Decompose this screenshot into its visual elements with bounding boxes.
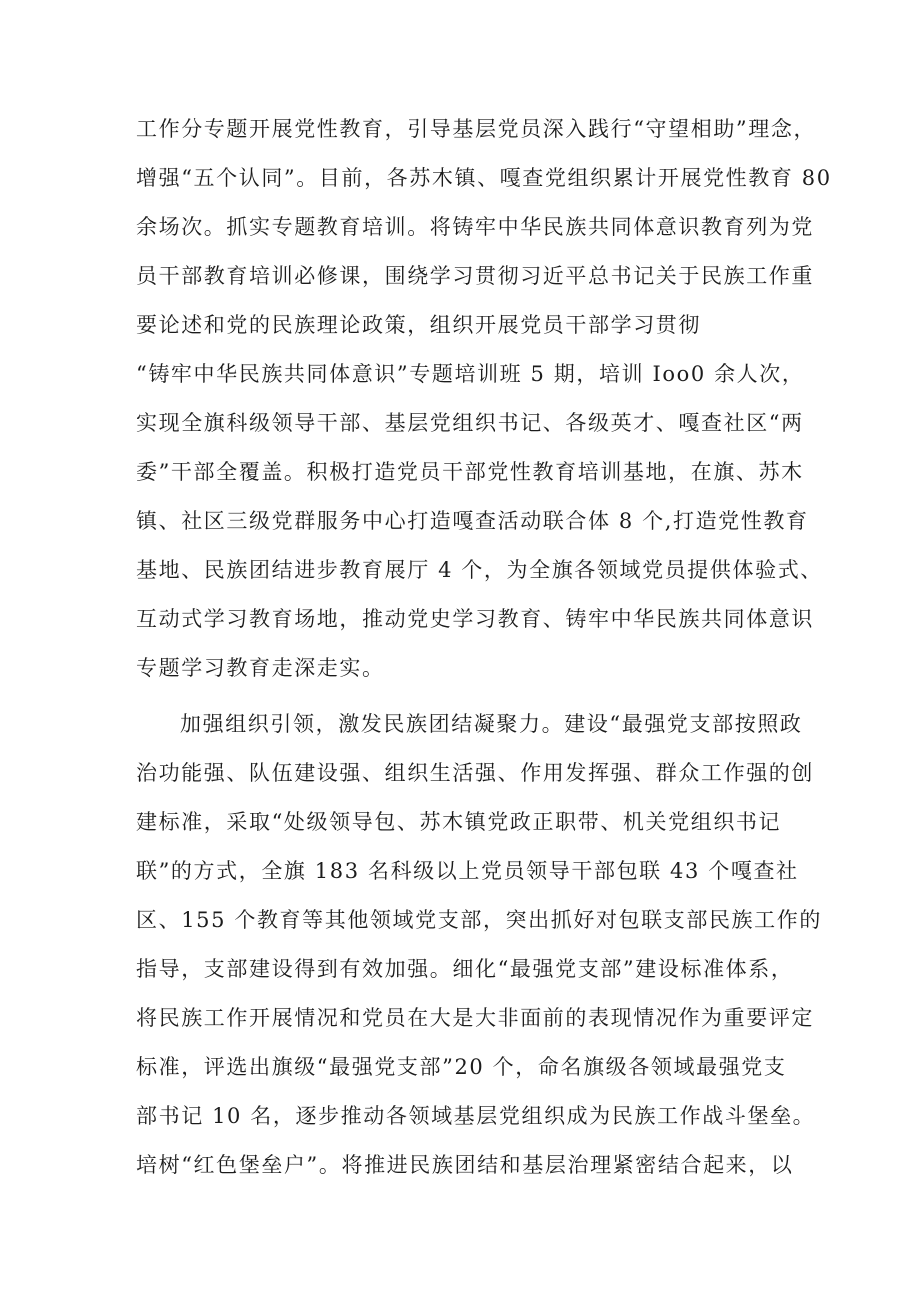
paragraph-1-line-1: 工作分专题开展党性教育，引导基层党员深入践行“守望相助”理念， [136, 117, 817, 141]
paragraph-2-line-9: 部书记 10 名，逐步推动各领域基层党组织成为民族工作战斗堡垒。 [136, 1104, 816, 1128]
paragraph-2-line-7: 将民族工作开展情况和党员在大是大非面前的表现情况作为重要评定 [136, 1006, 814, 1030]
paragraph-2-line-8: 标准，评选出旗级“最强党支部”20 个，命名旗级各领域最强党支 [136, 1055, 787, 1079]
paragraph-1-line-12: 专题学习教育走深走实。 [136, 656, 385, 680]
paragraph-1-line-6: “铸牢中华民族共同体意识”专题培训班 5 期，培训 Ioo0 余人次， [136, 362, 805, 386]
paragraph-1-line-11: 互动式学习教育场地，推动党史学习教育、铸牢中华民族共同体意识 [136, 607, 814, 631]
paragraph-2-line-1: 加强组织引领，激发民族团结凝聚力。建设“最强党支部按照政 [180, 712, 803, 736]
paragraph-2-line-4: 联”的方式，全旗 183 名科级以上党员领导干部包联 43 个嘎查社 [136, 859, 799, 883]
paragraph-2-line-3: 建标准，采取“处级领导包、苏木镇党政正职带、机关党组织书记 [136, 810, 782, 834]
paragraph-2-line-10: 培树“红色堡垒户”。将推进民族团结和基层治理紧密结合起来，以 [136, 1153, 794, 1177]
paragraph-1-line-5: 要论述和党的民族理论政策，组织开展党员干部学习贯彻 [136, 313, 701, 337]
paragraph-1-line-8: 委”干部全覆盖。积极打造党员干部党性教育培训基地，在旗、苏木 [136, 460, 804, 484]
paragraph-1-line-10: 基地、民族团结进步教育展厅 4 个，为全旗各领域党员提供体验式、 [136, 558, 823, 582]
paragraph-1-line-3: 余场次。抓实专题教育培训。将铸牢中华民族共同体意识教育列为党 [136, 215, 814, 239]
paragraph-1-line-7: 实现全旗科级领导干部、基层党组织书记、各级英才、嘎查社区“两 [136, 411, 804, 435]
paragraph-1-line-4: 员干部教育培训必修课，围绕学习贯彻习近平总书记关于民族工作重 [136, 264, 814, 288]
paragraph-2-line-6: 指导，支部建设得到有效加强。细化“最强党支部”建设标准体系， [136, 957, 794, 981]
paragraph-1-line-2: 增强“五个认同”。目前，各苏木镇、嘎查党组织累计开展党性教育 80 [136, 166, 832, 190]
paragraph-1-line-9: 镇、社区三级党群服务中心打造嘎查活动联合体 8 个,打造党性教育 [136, 509, 809, 533]
paragraph-2-line-2: 治功能强、队伍建设强、组织生活强、作用发挥强、群众工作强的创 [136, 761, 814, 785]
paragraph-2-line-5: 区、155 个教育等其他领域党支部，突出抓好对包联支部民族工作的 [136, 908, 822, 932]
